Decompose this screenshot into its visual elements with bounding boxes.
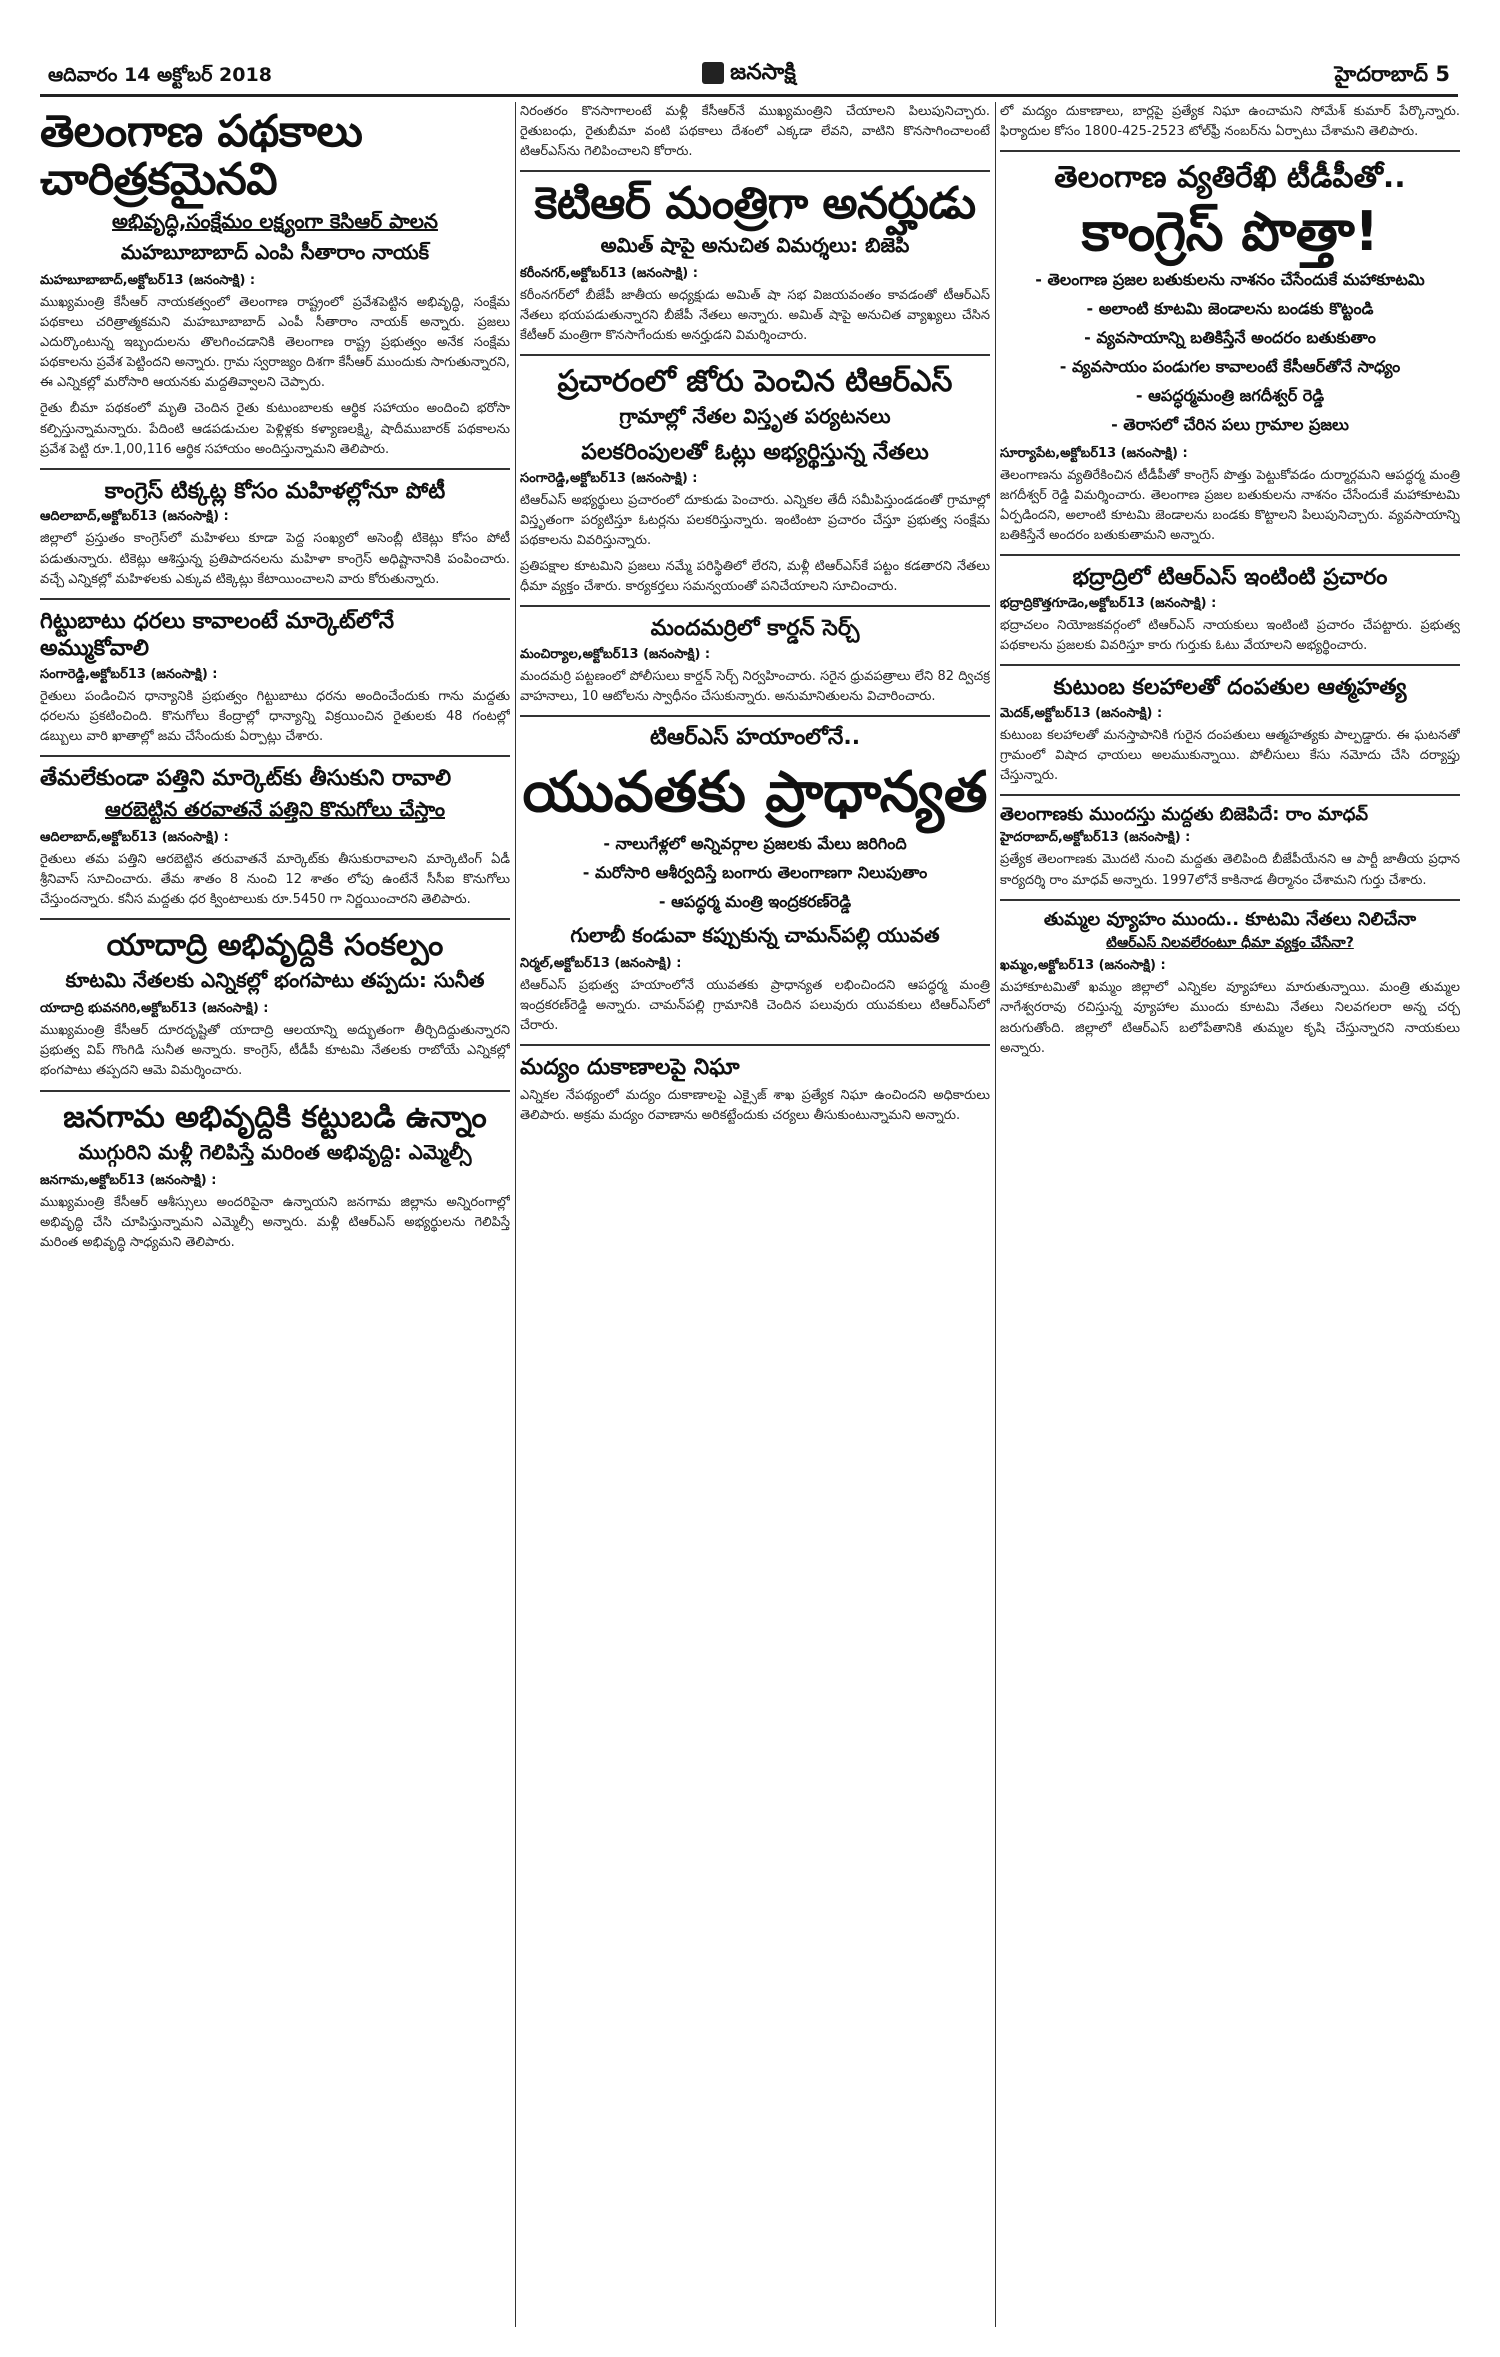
- article-body: ఎన్నికల నేపథ్యంలో మద్యం దుకాణాలపై ఎక్సైజ్ శాఖ ప్రత్యేక నిఘా ఉంచిందని అధికారులు తెలిపారు. అక్రమ మద్యం రవాణాను అరికట్టేందుకు చర్యలు తీసుకుంటున్నామని అన్నారు.: [520, 1087, 990, 1123]
- dateline: భద్రాద్రికొత్తగూడెం,అక్టోబర్13 (జనంసాక్షి) :: [1000, 595, 1217, 611]
- subheadline: ముగ్గురిని మళ్లీ గెలిపిస్తే మరింత అభివృద్ది: ఎమ్మెల్సీ: [78, 1139, 472, 1164]
- divider: [40, 755, 510, 757]
- headline: కాంగ్రెస్ పొత్తా!: [1081, 200, 1379, 264]
- list-item: - నాలుగేళ్లలో అన్నివర్గాల ప్రజలకు మేలు జరిగింది: [603, 833, 907, 853]
- dateline: జనగామ,అక్టోబర్13 (జనంసాక్షి) :: [40, 1172, 217, 1188]
- headline: తెలంగాణ వ్యతిరేఖి టీడీపీతో..: [1054, 160, 1406, 196]
- dateline: ఖమ్మం,అక్టోబర్13 (జనంసాక్షి) :: [1000, 958, 1166, 974]
- section-page-label: హైదరాబాద్ 5: [1334, 62, 1450, 86]
- divider: [520, 715, 990, 717]
- subheadline: కూటమి నేతలకు ఎన్నికల్లో భంగపాటు తప్పదు: సునీత: [65, 968, 485, 993]
- column-left: [40, 102, 510, 2327]
- article-body: టిఆర్ఎస్ ప్రభుత్వ హయాంలోనే యువతకు ప్రాధాన్యత లభించిందని ఆపద్ధర్మ మంత్రి ఇంద్రకరణ్‌రెడ్డి అన్నారు. చామన్‌పల్లి గ్రామానికి చెందిన పలువురు యువకులు టిఆర్ఎస్‌లో చేరారు.: [520, 977, 990, 1033]
- bullet-list: [520, 834, 990, 915]
- article-body: మందమర్రి పట్టణంలో పోలీసులు కార్డన్ సెర్చ్ నిర్వహించారు. సరైన ధ్రువపత్రాలు లేని 82 ద్విచక్ర వాహనాలు, 10 ఆటోలను స్వాధీనం చేసుకున్నారు. అనుమానితులను విచారించారు.: [520, 668, 990, 705]
- column-divider: [515, 102, 516, 2327]
- paper-logo: [40, 60, 1458, 90]
- headline: ప్రచారంలో జోరు పెంచిన టిఆర్ఎస్: [557, 364, 953, 400]
- dateline: సంగారెడ్డి,అక్టోబర్13 (జనంసాక్షి) :: [40, 666, 218, 682]
- dateline: నిర్మల్,అక్టోబర్13 (జనంసాక్షి) :: [520, 955, 682, 971]
- divider: [520, 354, 990, 356]
- newspaper-logo-icon: [702, 62, 724, 84]
- headline: తెలంగాణ పథకాలు చారిత్రకమైనవి: [40, 106, 363, 206]
- headline: భద్రాద్రిలో టిఆర్ఎస్ ఇంటింటి ప్రచారం: [1072, 565, 1388, 591]
- list-item: - వ్యవసాయం పండుగల కావాలంటే కేసీఆర్‌తోనే సాధ్యం: [1059, 356, 1401, 376]
- dateline: మహబూబాబాద్,అక్టోబర్13 (జనంసాక్షి) :: [40, 272, 256, 288]
- headline: మందమర్రిలో కార్డన్ సెర్చ్: [650, 616, 860, 642]
- dateline: హైదరాబాద్,అక్టోబర్13 (జనంసాక్షి) :: [1000, 830, 1191, 846]
- article-body: ముఖ్యమంత్రి కేసీఆర్ నాయకత్వంలో తెలంగాణ రాష్ట్రంలో ప్రవేశపెట్టిన అభివృద్ధి, సంక్షేమ పథకాలు చరిత్రాత్మకమని మహబూబాబాద్ ఎంపీ సీతారాం నాయక్ అన్నారు. ప్రజలు ఎదుర్కొంటున్న ఇబ్బందులను తొలగించడానికి తెలంగాణ రాష్ట్ర ప్రభుత్వం అనేక సంక్షేమ పథకాలను ప్రవేశ పెట్టిందని అన్నారు. గ్రామ స్వరాజ్యం దిశగా కేసీఆర్ ముందుకు సాగుతున్నారని, ఈ ఎన్నికల్లో మరోసారి ఆయనకు మద్దతివ్వాలని చెప్పారు.: [40, 294, 510, 391]
- divider: [40, 468, 510, 470]
- dateline: ఆదిలాబాద్,అక్టోబర్13 (జనంసాక్షి) :: [40, 509, 229, 525]
- dateline: యాదాద్రి భువనగిరి,అక్టోబర్13 (జనంసాక్షి) :: [40, 1001, 269, 1017]
- article-body: తెలంగాణను వ్యతిరేకించిన టీడీపీతో కాంగ్రెస్ పొత్తు పెట్టుకోవడం దుర్మార్గమని ఆపద్ధర్మ మంత్రి జగదీశ్వర్ రెడ్డి విమర్శించారు. తెలంగాణ ప్రజల బతుకులను నాశనం చేసేందుకే మహాకూటమి ఏర్పడిందని, అలాంటి కూటమి జెండాలను బండకు కొట్టాలని పిలుపునిచ్చారు. వ్యవసాయాన్ని బతికిస్తేనే అందరం బతుకుతామని అన్నారు.: [1000, 467, 1460, 544]
- article-body: ముఖ్యమంత్రి కేసీఆర్ ఆశీస్సులు అందరిపైనా ఉన్నాయని జనగామ జిల్లాను అన్నిరంగాల్లో అభివృద్ధి చేసి చూపిస్తున్నామని ఎమ్మెల్సీ అన్నారు. మళ్లీ టిఆర్ఎస్ అభ్యర్థులను గెలిపిస్తే మరింత అభివృద్ధి సాధ్యమని తెలిపారు.: [40, 1194, 510, 1250]
- article-body: రైతు బీమా పథకంలో మృతి చెందిన రైతు కుటుంబాలకు ఆర్థిక సహాయం అందించి భరోసా కల్పిస్తున్నామన్నారు. పేదింటి ఆడపడుచుల పెళ్లిళ్లకు కళ్యాణలక్ష్మి, షాదీముబారక్ పథకాలను ప్రవేశ పెట్టి రూ.1,00,116 ఆర్థిక సహాయం అందిస్తున్నామని తెలిపారు.: [40, 401, 510, 457]
- dateline: ఆదిలాబాద్,అక్టోబర్13 (జనంసాక్షి) :: [40, 829, 229, 845]
- article-body: జిల్లాలో ప్రస్తుతం కాంగ్రెస్‌లో మహిళలు కూడా పెద్ద సంఖ్యలో అసెంబ్లీ టికెట్లు కోసం పోటీ పడుతున్నారు. టికెట్లు ఆశిస్తున్న ప్రతిపాదనలను మహిళా కాంగ్రెస్ అధిష్టానానికి పంపించారు. వచ్చే ఎన్నికల్లో మహిళలకు ఎక్కువ టిక్కెట్లు కేటాయించాలని వారు కోరుతున్నారు.: [40, 531, 510, 587]
- bullet-list: [1000, 270, 1460, 438]
- headline: తేమలేకుండా పత్తిని మార్కెట్‌కు తీసుకుని రావాలి: [40, 766, 452, 792]
- dateline: కరీంనగర్,అక్టోబర్13 (జనంసాక్షి) :: [520, 265, 698, 281]
- subheadline: టిఆర్ఎస్‌ నిలవలేరంటూ ధీమా వ్యక్తం చేసేనా?: [1106, 935, 1354, 952]
- divider: [1000, 794, 1460, 796]
- subheadline: గ్రామాల్లో నేతల విస్తృత పర్యటనలు: [619, 404, 891, 429]
- kicker: టిఆర్ఎస్ హయాంలోనే..: [649, 725, 861, 751]
- subheadline: ఆరబెట్టిన తరవాతనే పత్తిని కొనుగోలు చేస్తాం: [105, 796, 445, 821]
- headline: తెలంగాణకు ముందస్తు మద్దతు బిజెపిదే: రాం మాధవ్: [1000, 803, 1369, 825]
- dateline: సంగారెడ్డి,అక్టోబర్13 (జనంసాక్షి) :: [520, 470, 698, 486]
- headline: యాదాద్రి అభివృద్దికి సంకల్పం: [106, 928, 444, 964]
- subheadline: గులాబీ కండువా కప్పుకున్న చామన్‌పల్లి యువత: [570, 922, 940, 947]
- paper-name: జనసాక్షి: [730, 60, 796, 85]
- dateline: మెదక్,అక్టోబర్13 (జనంసాక్షి) :: [1000, 705, 1163, 721]
- headline: మద్యం దుకాణాలపై నిఘా: [520, 1055, 740, 1081]
- article-body: లో మద్యం దుకాణాలు, బార్లపై ప్రత్యేక నిఘా ఉంచామని సోమేశ్ కుమార్ పేర్కొన్నారు. ఫిర్యాదుల కోసం 1800-425-2523 టోల్‌ఫ్రీ నంబర్‌ను ఏర్పాటు చేశామని తెలిపారు.: [1000, 104, 1460, 140]
- headline: యువతకు ప్రాధాన్యత: [522, 760, 988, 826]
- issue-date: ఆదివారం 14 అక్టోబర్ 2018: [48, 64, 272, 86]
- list-item: - అలాంటి కూటమి జెండాలను బండకు కొట్టండి: [1086, 298, 1374, 318]
- headline: గిట్టుబాటు ధరలు కావాలంటే మార్కెట్‌లోనే అమ్ముకోవాలి: [40, 608, 395, 662]
- headline: జనగామ అభివృద్దికి కట్టుబడి ఉన్నాం: [63, 1099, 487, 1135]
- article-body: ప్రతిపక్షాల కూటమిని ప్రజలు నమ్మే పరిస్థితిలో లేరని, మళ్లీ టిఆర్ఎస్‌కే పట్టం కడతారని నేతలు ధీమా వ్యక్తం చేశారు. కార్యకర్తలు సమన్వయంతో పనిచేయాలని సూచించారు.: [520, 559, 990, 595]
- subheadline: అమిత్ షాపై అనుచిత విమర్శలు: బిజెపి: [600, 232, 910, 257]
- article-body: కుటుంబ కలహాలతో మనస్తాపానికి గురైన దంపతులు ఆత్మహత్యకు పాల్పడ్డారు. ఈ ఘటనతో గ్రామంలో విషాద ఛాయలు అలముకున్నాయి. పోలీసులు కేసు నమోదు చేసి దర్యాప్తు చేస్తున్నారు.: [1000, 727, 1460, 783]
- divider: [520, 1044, 990, 1046]
- list-item: - ఆపద్ధర్మమంత్రి జగదీశ్వర్ రెడ్డి: [1135, 385, 1325, 405]
- article-body: రైతులు తమ పత్తిని ఆరబెట్టిన తరువాతనే మార్కెట్‌కు తీసుకురావాలని మార్కెటింగ్ ఏడీ శ్రీనివాస్ సూచించారు. తేమ శాతం 8 నుంచి 12 శాతం లోపు ఉంటేనే సీసీఐ కొనుగోలు చేస్తుందన్నారు. కనీస మద్దతు ధర క్వింటాలుకు రూ.5450 గా నిర్ణయించారని తెలిపారు.: [40, 851, 510, 908]
- divider: [40, 918, 510, 920]
- headline: పలకరింపులతో ఓట్లు అభ్యర్థిస్తున్న నేతలు: [581, 440, 929, 466]
- divider: [520, 170, 990, 172]
- divider: [1000, 664, 1460, 666]
- subheadline: అభివృద్ధి,సంక్షేమం లక్ష్యంగా కెసిఆర్ పాలన: [112, 208, 438, 233]
- headline: కెటిఆర్ మంత్రిగా అనర్హుడు: [534, 178, 976, 230]
- divider: [1000, 554, 1460, 556]
- article-body: మహాకూటమితో ఖమ్మం జిల్లాలో ఎన్నికల వ్యూహాలు మారుతున్నాయి. మంత్రి తుమ్మల నాగేశ్వరరావు రచిస్తున్న వ్యూహాల ముందు కూటమి నేతలు నిలవగలరా అన్న చర్చ జరుగుతోంది. జిల్లాలో టిఆర్ఎస్ బలోపేతానికి తుమ్మల కృషి చేస్తున్నారని నాయకులు అన్నారు.: [1000, 980, 1460, 1056]
- headline: తుమ్మల వ్యూహం ముందు.. కూటమి నేతలు నిలిచేనా: [1043, 908, 1417, 930]
- divider: [40, 1090, 510, 1092]
- subheadline: మహబూబాబాద్ ఎంపి సీతారాం నాయక్: [120, 239, 430, 264]
- dateline: మంచిర్యాల,అక్టోబర్13 (జనంసాక్షి) :: [520, 646, 711, 662]
- list-item: - మరోసారి ఆశీర్వదిస్తే బంగారు తెలంగాణగా నిలుపుతాం: [582, 862, 928, 882]
- dateline: సూర్యాపేట,అక్టోబర్13 (జనంసాక్షి) :: [1000, 445, 1188, 461]
- article-body: కరీంనగర్‌లో బీజేపీ జాతీయ అధ్యక్షుడు అమిత్ షా సభ విజయవంతం కావడంతో టీఆర్ఎస్ నేతలు భయపడుతున్నారని బీజేపీ నేతలు అన్నారు. అమిత్ షాపై అనుచిత వ్యాఖ్యలు చేసిన కేటీఆర్ మంత్రిగా కొనసాగేందుకు అనర్హుడని విమర్శించారు.: [520, 287, 990, 344]
- column-middle: [520, 102, 990, 2327]
- article-body: ప్రత్యేక తెలంగాణకు మొదటి నుంచి మద్దతు తెలిపింది బీజేపీయేనని ఆ పార్టీ జాతీయ ప్రధాన కార్యదర్శి రాం మాధవ్ అన్నారు. 1997లోనే కాకినాడ తీర్మానం చేశామని గుర్తు చేశారు.: [1000, 852, 1460, 888]
- divider: [1000, 899, 1460, 901]
- column-divider: [995, 102, 996, 2327]
- list-item: - తెలంగాణ ప్రజల బతుకులను నాశనం చేసేందుకే మహాకూటమి: [1035, 269, 1425, 289]
- article-body: ముఖ్యమంత్రి కేసీఆర్ దూరదృష్టితో యాదాద్రి ఆలయాన్ని అద్భుతంగా తీర్చిదిద్దుతున్నారని ప్రభుత్వ విప్ గొంగిడి సునీత అన్నారు. కాంగ్రెస్, టీడీపీ కూటమి నేతలకు రాబోయే ఎన్నికల్లో భంగపాటు తప్పదని ఆమె విమర్శించారు.: [40, 1023, 510, 1079]
- headline: కాంగ్రెస్ టిక్కట్ల కోసం మహిళల్లోనూ పోటీ: [104, 478, 446, 504]
- article-body: భద్రాచలం నియోజకవర్గంలో టిఆర్ఎస్ నాయకులు ఇంటింటి ప్రచారం చేపట్టారు. ప్రభుత్వ పథకాలను ప్రజలకు వివరిస్తూ కారు గుర్తుకు ఓటు వేయాలని అభ్యర్థించారు.: [1000, 617, 1460, 653]
- divider: [40, 598, 510, 600]
- list-item: - ఆపద్ధర్మ మంత్రి ఇంద్రకరణ్‌రెడ్డి: [658, 891, 852, 911]
- headline: కుటుంబ కలహాలతో దంపతుల ఆత్మహత్య: [1053, 675, 1407, 701]
- list-item: - తెరాసలో చేరిన పలు గ్రామాల ప్రజలు: [1111, 414, 1349, 434]
- article-body: నిరంతరం కొనసాగాలంటే మళ్లీ కేసీఆర్‌నే ముఖ్యమంత్రిని చేయాలని పిలుపునిచ్చారు. రైతుబంధు, రైతుబీమా వంటి పథకాలు దేశంలో ఎక్కడా లేవని, వాటిని కొనసాగించాలంటే టిఆర్ఎస్‌ను గెలిపించాలని కోరారు.: [520, 104, 990, 160]
- article-body: రైతులు పండించిన ధాన్యానికి ప్రభుత్వం గిట్టుబాటు ధరను అందించేందుకు గాను మద్దతు ధరలను ప్రకటించింది. కొనుగోలు కేంద్రాల్లో ధాన్యాన్ని విక్రయించిన రైతులకు 48 గంటల్లో డబ్బులు వారి ఖాతాల్లో జమ చేసేందుకు ఏర్పాట్లు చేశారు.: [40, 688, 510, 745]
- list-item: - వ్యవసాయాన్ని బతికిస్తేనే అందరం బతుకుతాం: [1084, 327, 1376, 347]
- divider: [520, 605, 990, 607]
- article-body: టిఆర్ఎస్ అభ్యర్థులు ప్రచారంలో దూకుడు పెంచారు. ఎన్నికల తేదీ సమీపిస్తుండడంతో గ్రామాల్లో విస్తృతంగా పర్యటిస్తూ ఓటర్లను పలకరిస్తున్నారు. ఇంటింటా ప్రచారం చేస్తూ ప్రభుత్వ సంక్షేమ పథకాలను వివరిస్తున్నారు.: [520, 492, 990, 549]
- divider: [1000, 150, 1460, 152]
- column-right: [1000, 102, 1460, 2327]
- page-masthead: [40, 58, 1458, 97]
